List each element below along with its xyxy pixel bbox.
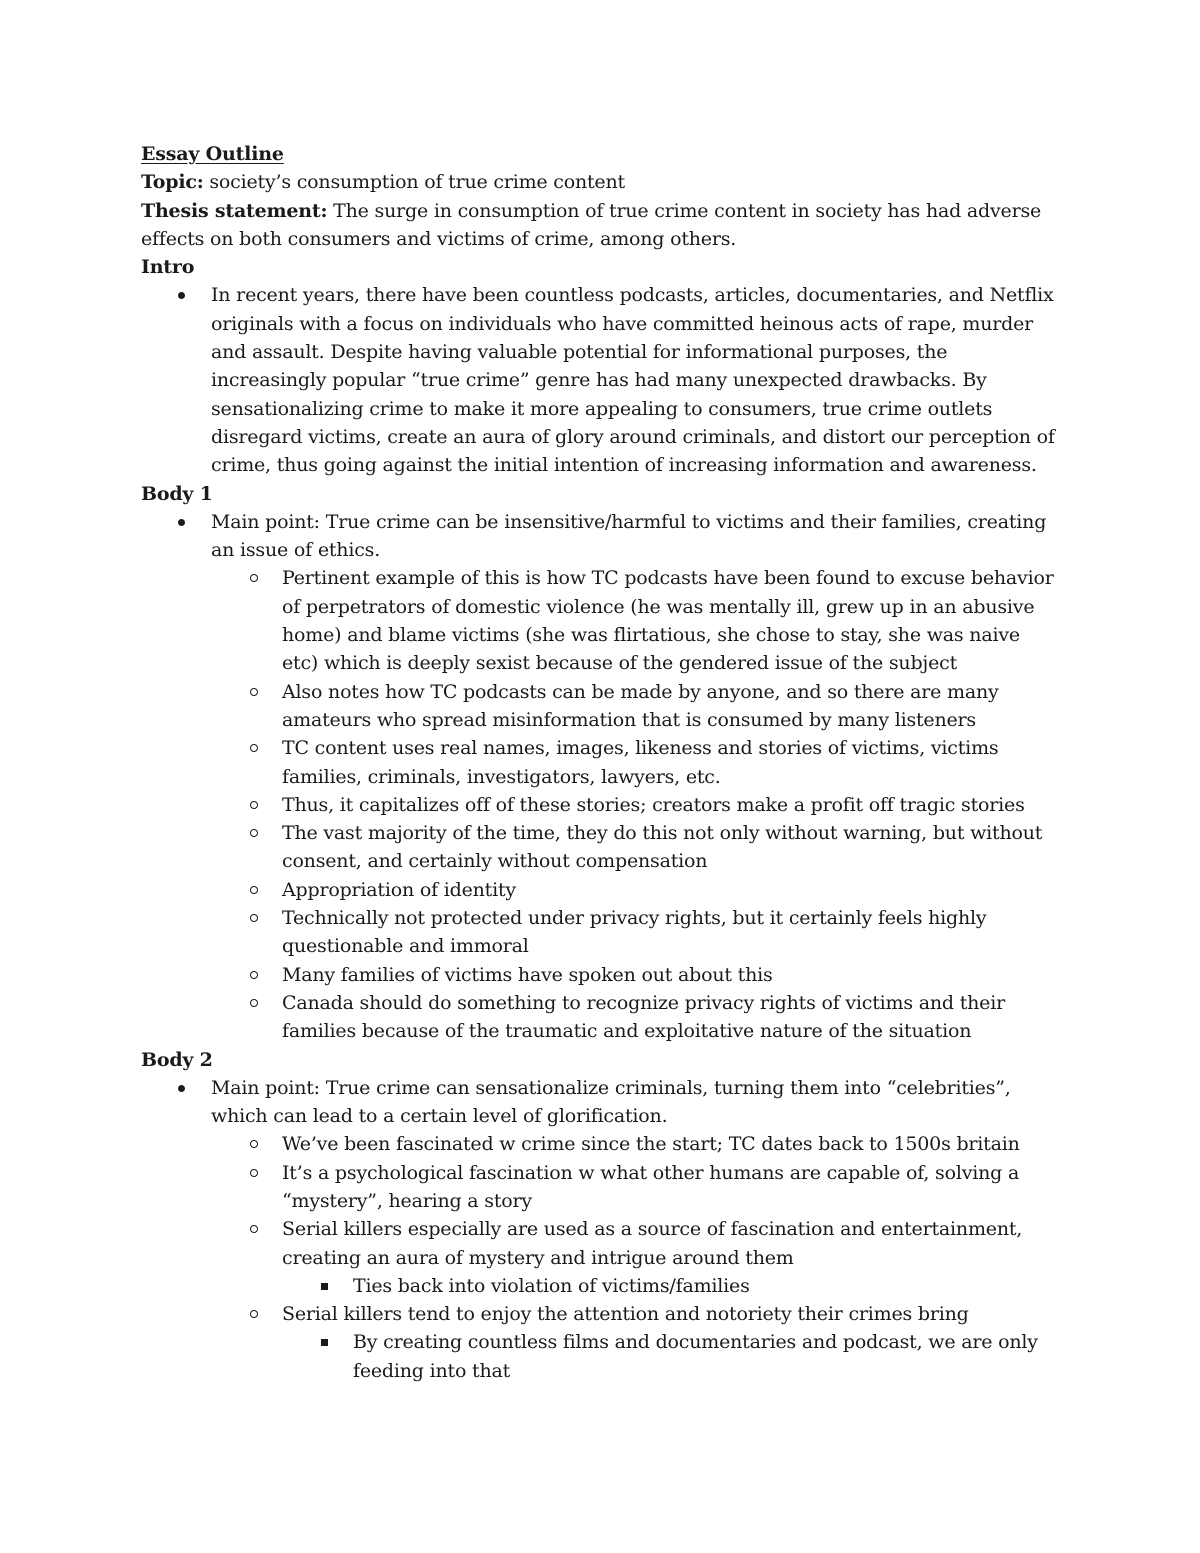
thesis-text: The surge in consumption of true crime content in society has had adverse effects on both consumers and victims of crime, among others. <box>141 199 1042 250</box>
body2-subpoint <box>211 1215 1056 1300</box>
body1-main-point-text: Main point: True crime can be insensitive/harmful to victims and their families, creating an issue of ethics. <box>211 510 1047 562</box>
body2-heading: Body 2 <box>141 1048 213 1071</box>
body2-subpoint: It’s a psychological fascination w what other humans are capable of, solving a “mystery”, hearing a story <box>211 1159 1056 1216</box>
body1-subpoint: Technically not protected under privacy rights, but it certainly feels highly questionable and immoral <box>211 904 1056 961</box>
body1-subpoints <box>211 564 1056 1045</box>
topic-label: Topic: <box>141 171 204 194</box>
body2-subpoint-text: Serial killers tend to enjoy the attention and notoriety their crimes bring <box>282 1303 969 1326</box>
body1-list <box>141 508 1056 565</box>
topic-line <box>141 168 1056 196</box>
body2-subpoint-details <box>282 1272 1056 1300</box>
body1-subpoint: Pertinent example of this is how TC podcasts have been found to excuse behavior of perpetrators of domestic violence (he was mentally ill, grew up in an abusive home) and blame victims (she was flirtatious, she chose to stay, she was naive etc) which is deeply sexist because of the gendered issue of the subject <box>211 564 1056 677</box>
body1-subpoint: Many families of victims have spoken out about this <box>211 961 1056 989</box>
document-page <box>141 140 1056 1385</box>
intro-bullet: In recent years, there have been countless podcasts, articles, documentaries, and Netflix originals with a focus on individuals who have committed heinous acts of rape, murder and assault. Despite having valuable potential for informational purposes, the increasingly popular “true crime” genre has had many unexpected drawbacks. By sensationalizing crime to make it more appealing to consumers, true crime outlets disregard victims, create an aura of glory around criminals, and distort our perception of crime, thus going against the initial intention of increasing information and awareness. <box>141 281 1056 479</box>
body1-subpoint: Appropriation of identity <box>211 876 1056 904</box>
essay-title: Essay Outline <box>141 143 284 165</box>
body1-heading: Body 1 <box>141 482 213 505</box>
topic-text: society’s consumption of true crime content <box>203 171 625 194</box>
body2-subpoint-text: Serial killers especially are used as a source of fascination and entertainment, creating an aura of mystery and intrigue around them <box>282 1218 1023 1269</box>
body2-list <box>141 1074 1056 1131</box>
body2-main-point <box>141 1074 1056 1131</box>
body2-subpoints <box>211 1130 1056 1385</box>
body2-detail: By creating countless films and documentaries and podcast, we are only feeding into that <box>282 1328 1056 1385</box>
body2-detail: Ties back into violation of victims/families <box>282 1272 1056 1300</box>
body1-subpoint: Also notes how TC podcasts can be made by anyone, and so there are many amateurs who spread misinformation that is consumed by many listeners <box>211 678 1056 735</box>
body2-subpoint-details <box>282 1328 1056 1385</box>
body1-subpoint: The vast majority of the time, they do this not only without warning, but without consent, and certainly without compensation <box>211 819 1056 876</box>
intro-heading: Intro <box>141 256 195 279</box>
intro-list <box>141 281 1056 479</box>
body1-subpoint: Thus, it capitalizes off of these stories; creators make a profit off tragic stories <box>211 791 1056 819</box>
body1-subpoint: Canada should do something to recognize privacy rights of victims and their families because of the traumatic and exploitative nature of the situation <box>211 989 1056 1046</box>
body2-main-point-text: Main point: True crime can sensationalize criminals, turning them into “celebrities”, which can lead to a certain level of glorification. <box>211 1076 1011 1128</box>
body2-subpoint <box>211 1300 1056 1385</box>
body1-subpoint: TC content uses real names, images, likeness and stories of victims, victims families, criminals, investigators, lawyers, etc. <box>211 734 1056 791</box>
thesis-line <box>141 197 1056 254</box>
thesis-label: Thesis statement: <box>141 199 328 222</box>
body1-main-point <box>141 508 1056 565</box>
body2-subpoint: We’ve been fascinated w crime since the start; TC dates back to 1500s britain <box>211 1130 1056 1158</box>
